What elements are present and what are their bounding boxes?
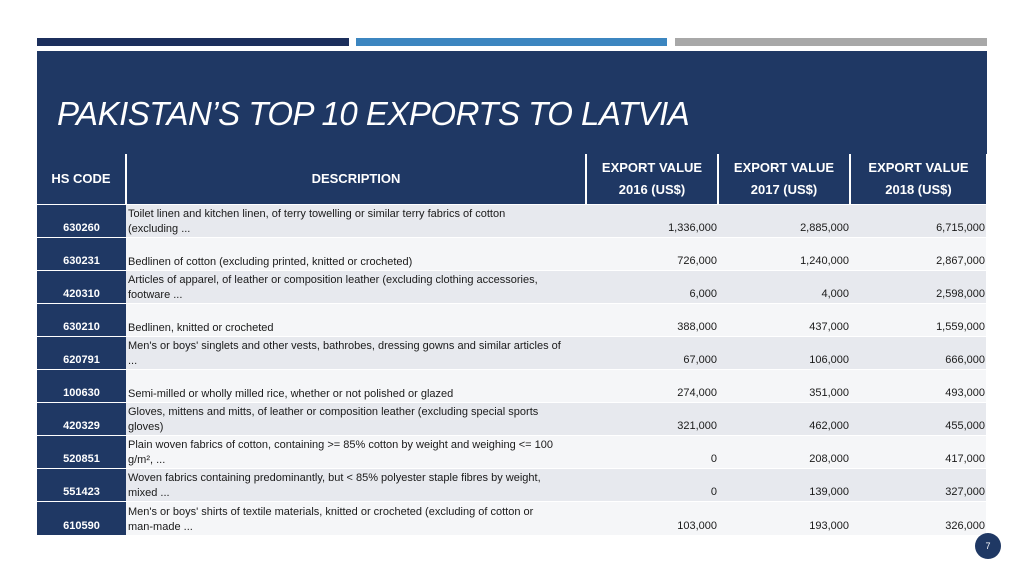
value-2016-cell: 726,000 xyxy=(586,238,718,271)
table-row xyxy=(37,304,986,337)
table-row xyxy=(37,370,986,403)
description-line: Men's or boys' shirts of textile materials, knitted or crocheted (excluding of cotton or xyxy=(128,505,534,518)
value-2018-cell: 417,000 xyxy=(850,436,986,469)
value-2017-cell: 462,000 xyxy=(718,403,850,436)
table-row xyxy=(37,271,986,304)
hs-code-cell: 630260 xyxy=(37,205,126,238)
title-banner xyxy=(37,51,987,154)
description-line: Semi-milled or wholly milled rice, whether or not polished or glazed xyxy=(128,388,454,400)
description-line: (excluding ... xyxy=(128,223,191,235)
description-cell xyxy=(126,205,586,238)
value-2018-cell: 455,000 xyxy=(850,403,986,436)
accent-bar-gray xyxy=(675,38,987,46)
value-2018-cell: 326,000 xyxy=(850,502,986,535)
header-2016-line2: 2016 (US$) xyxy=(618,182,686,197)
header-2018 xyxy=(850,154,986,205)
hs-code-cell: 100630 xyxy=(37,370,126,403)
header-2018-line1: EXPORT VALUE xyxy=(868,160,969,175)
value-2018-cell: 1,559,000 xyxy=(850,304,986,337)
value-2017-cell: 2,885,000 xyxy=(718,205,850,238)
value-2017-cell: 4,000 xyxy=(718,271,850,304)
value-2018-cell: 666,000 xyxy=(850,337,986,370)
description-cell xyxy=(126,436,586,469)
description-line: mixed ... xyxy=(128,487,170,499)
table-row xyxy=(37,502,986,535)
header-description: DESCRIPTION xyxy=(126,154,586,205)
description-line: Bedlinen of cotton (excluding printed, knitted or crocheted) xyxy=(128,256,413,268)
description-line: Gloves, mittens and mitts, of leather or composition leather (excluding special sports xyxy=(128,406,539,418)
hs-code-cell: 630231 xyxy=(37,238,126,271)
description-line: Woven fabrics containing predominantly, but < 85% polyester staple fibres by weight, xyxy=(128,472,541,484)
value-2016-cell: 274,000 xyxy=(586,370,718,403)
value-2017-cell: 193,000 xyxy=(718,502,850,535)
description-line: Plain woven fabrics of cotton, containing >= 85% cotton by weight and weighing <= 100 xyxy=(128,439,554,451)
description-cell xyxy=(126,238,586,271)
value-2016-cell: 0 xyxy=(586,469,718,502)
value-2018-cell: 493,000 xyxy=(850,370,986,403)
value-2016-cell: 321,000 xyxy=(586,403,718,436)
value-2018-cell: 2,867,000 xyxy=(850,238,986,271)
description-cell xyxy=(126,271,586,304)
header-2017-line2: 2017 (US$) xyxy=(750,182,818,197)
description-cell xyxy=(126,370,586,403)
description-line: gloves) xyxy=(128,421,164,433)
value-2016-cell: 103,000 xyxy=(586,502,718,535)
value-2017-cell: 106,000 xyxy=(718,337,850,370)
value-2017-cell: 139,000 xyxy=(718,469,850,502)
description-line: Articles of apparel, of leather or composition leather (excluding clothing accessories, xyxy=(128,274,538,286)
value-2018-cell: 327,000 xyxy=(850,469,986,502)
header-2018-line2: 2018 (US$) xyxy=(885,182,952,197)
accent-bar-blue xyxy=(356,38,667,46)
header-2016 xyxy=(586,154,718,205)
hs-code-cell: 610590 xyxy=(37,502,126,535)
table-row xyxy=(37,337,986,370)
value-2016-cell: 388,000 xyxy=(586,304,718,337)
exports-table xyxy=(37,154,986,535)
description-line: Bedlinen, knitted or crocheted xyxy=(128,322,274,334)
table-row xyxy=(37,403,986,436)
description-cell xyxy=(126,469,586,502)
hs-code-cell: 420329 xyxy=(37,403,126,436)
header-2016-line1: EXPORT VALUE xyxy=(601,160,703,175)
description-line: Men's or boys' singlets and other vests, bathrobes, dressing gowns and similar articles of xyxy=(128,340,561,352)
hs-code-cell: 420310 xyxy=(37,271,126,304)
exports-table-container xyxy=(37,154,986,535)
value-2018-cell: 2,598,000 xyxy=(850,271,986,304)
description-line: g/m², ... xyxy=(128,454,166,466)
table-row xyxy=(37,205,986,238)
description-cell xyxy=(126,403,586,436)
table-row xyxy=(37,238,986,271)
value-2017-cell: 208,000 xyxy=(718,436,850,469)
description-cell xyxy=(126,304,586,337)
hs-code-cell: 551423 xyxy=(37,469,126,502)
value-2017-cell: 1,240,000 xyxy=(718,238,850,271)
table-row xyxy=(37,469,986,502)
slide-title: PAKISTAN’S TOP 10 EXPORTS TO LATVIA xyxy=(57,95,690,132)
hs-code-cell: 520851 xyxy=(37,436,126,469)
value-2016-cell: 0 xyxy=(586,436,718,469)
value-2017-cell: 437,000 xyxy=(718,304,850,337)
value-2016-cell: 67,000 xyxy=(586,337,718,370)
value-2017-cell: 351,000 xyxy=(718,370,850,403)
header-2017-line1: EXPORT VALUE xyxy=(733,160,835,175)
table-row xyxy=(37,436,986,469)
description-line: ... xyxy=(128,355,138,367)
table-header-row xyxy=(37,154,986,205)
description-line: footware ... xyxy=(128,289,183,301)
description-line: Toilet linen and kitchen linen, of terry towelling or similar terry fabrics of cotton xyxy=(128,208,506,220)
description-line: man-made ... xyxy=(128,520,193,533)
page-number-badge: 7 xyxy=(975,533,1001,559)
hs-code-cell: 620791 xyxy=(37,337,126,370)
description-cell xyxy=(126,502,586,535)
hs-code-cell: 630210 xyxy=(37,304,126,337)
value-2018-cell: 6,715,000 xyxy=(850,205,986,238)
description-cell xyxy=(126,337,586,370)
header-2017 xyxy=(718,154,850,205)
accent-bar-navy xyxy=(37,38,349,46)
value-2016-cell: 1,336,000 xyxy=(586,205,718,238)
header-hs-code: HS CODE xyxy=(37,154,126,205)
value-2016-cell: 6,000 xyxy=(586,271,718,304)
